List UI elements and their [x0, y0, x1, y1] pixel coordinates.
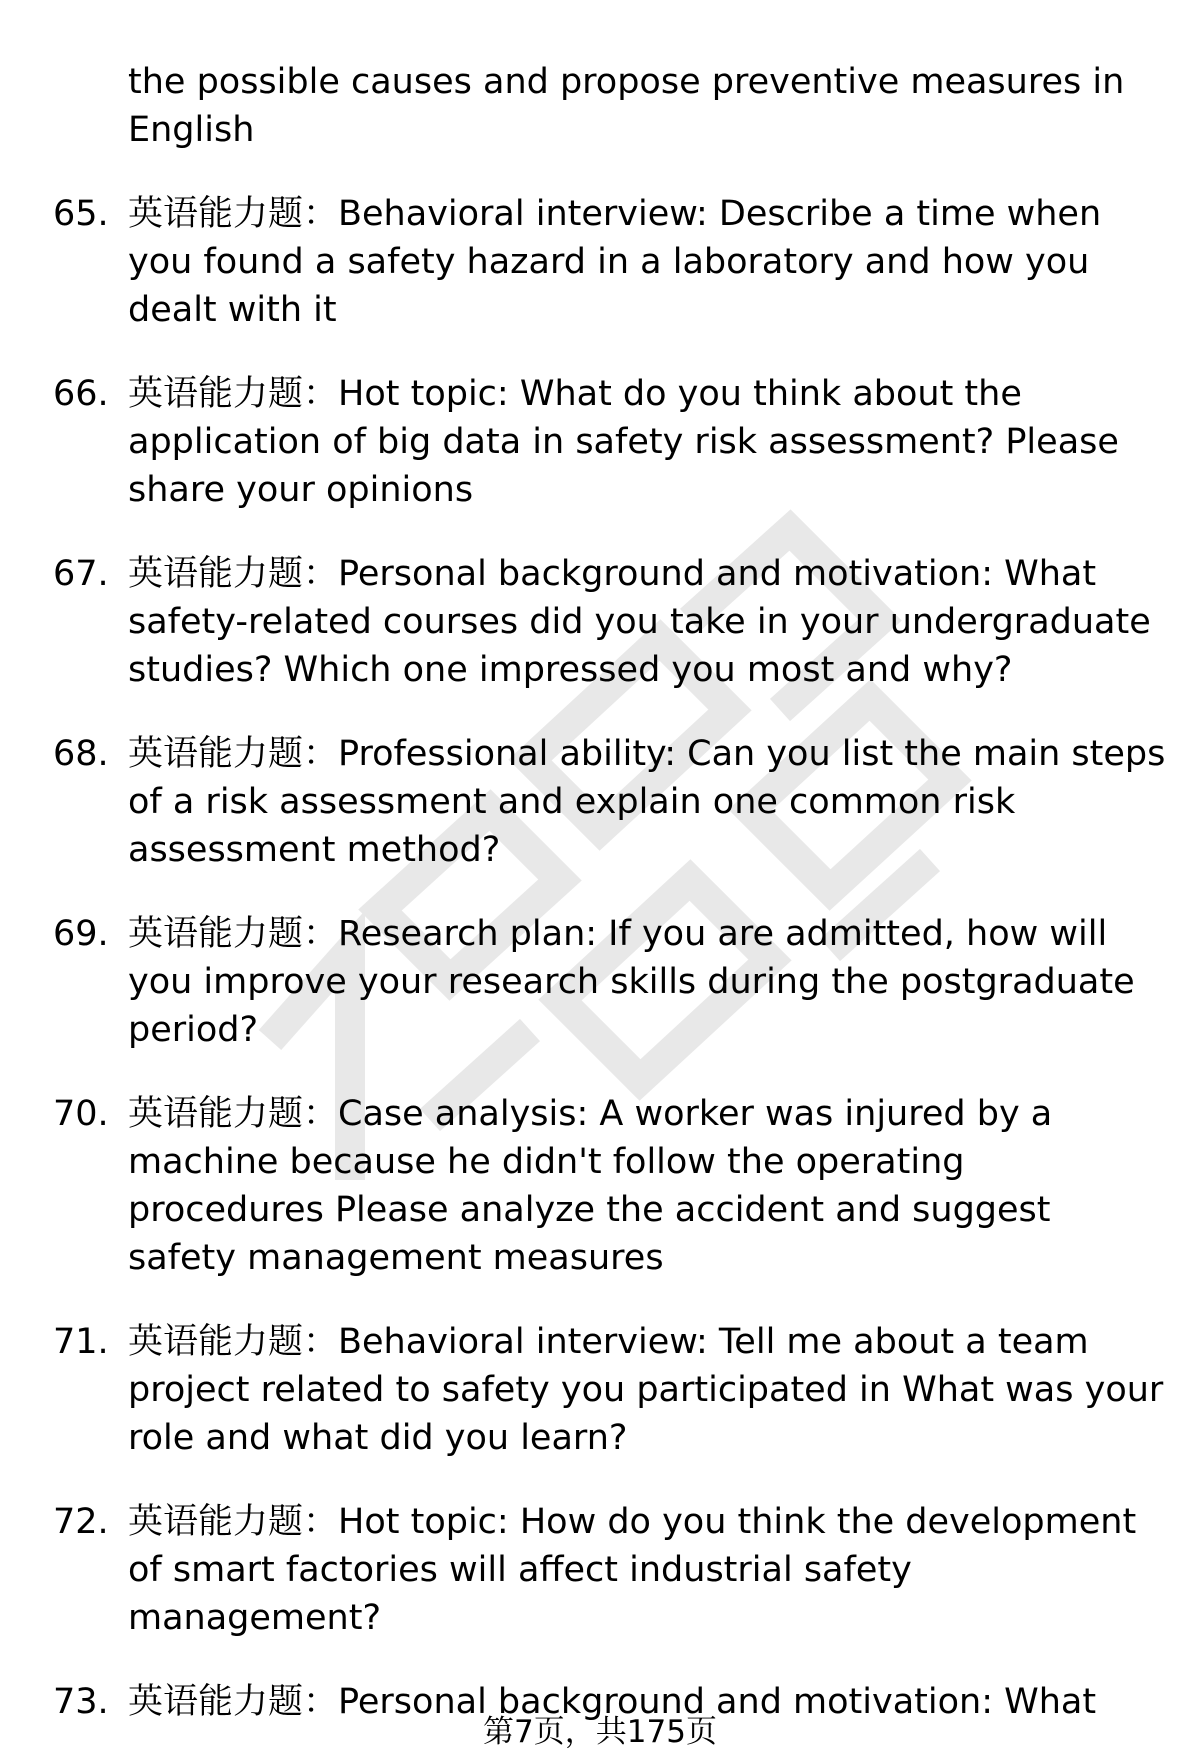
question-number: 73.: [53, 1682, 109, 1722]
question-text: Personal background and motivation: What: [338, 1682, 1097, 1722]
question-item: [53, 1498, 1168, 1642]
question-category-label: 英语能力题：: [128, 1322, 339, 1362]
question-item: [53, 1090, 1168, 1282]
question-item: [53, 730, 1168, 874]
question-text: Personal background and motivation: What safety-related courses did you take in your undergraduate studies? Which one impressed you most and why?: [128, 554, 1151, 690]
question-number: 68.: [53, 734, 109, 774]
question-number: 72.: [53, 1502, 109, 1542]
continued-question-text: the possible causes and propose preventive measures in English: [128, 62, 1125, 150]
question-number: 65.: [53, 194, 109, 234]
question-category-label: 英语能力题：: [128, 914, 339, 954]
question-category-label: 英语能力题：: [128, 194, 339, 234]
question-text: Research plan: If you are admitted, how will you improve your research skills during the postgraduate period?: [128, 914, 1135, 1050]
question-text: Case analysis: A worker was injured by a machine because he didn't follow the operating procedures Please analyze the accident and suggest safety management measures: [128, 1094, 1053, 1278]
question-item: [53, 190, 1168, 334]
question-item: [53, 910, 1168, 1054]
question-item: [53, 1318, 1168, 1462]
question-category-label: 英语能力题：: [128, 1094, 339, 1134]
question-number: 67.: [53, 554, 109, 594]
question-category-label: 英语能力题：: [128, 1502, 339, 1542]
question-item: [53, 550, 1168, 694]
question-number: 66.: [53, 374, 109, 414]
question-text: Behavioral interview: Describe a time when you found a safety hazard in a laboratory and how you dealt with it: [128, 194, 1102, 330]
question-category-label: 英语能力题：: [128, 554, 339, 594]
document-body: [0, 58, 1200, 1726]
question-category-label: 英语能力题：: [128, 374, 339, 414]
question-number: 69.: [53, 914, 109, 954]
page-number-footer: 第7页，共175页: [483, 1714, 717, 1750]
question-number: 71.: [53, 1322, 109, 1362]
question-text: Professional ability: Can you list the main steps of a risk assessment and explain one common risk assessment method?: [128, 734, 1166, 870]
question-category-label: 英语能力题：: [128, 734, 339, 774]
question-text: Behavioral interview: Tell me about a team project related to safety you participated in What was your role and what did you learn?: [128, 1322, 1164, 1458]
question-number: 70.: [53, 1094, 109, 1134]
question-item: [53, 370, 1168, 514]
question-category-label: 英语能力题：: [128, 1682, 339, 1722]
question-text: Hot topic: What do you think about the application of big data in safety risk assessment? Please share your opinions: [128, 374, 1119, 510]
question-text: Hot topic: How do you think the development of smart factories will affect industrial safety management?: [128, 1502, 1137, 1638]
